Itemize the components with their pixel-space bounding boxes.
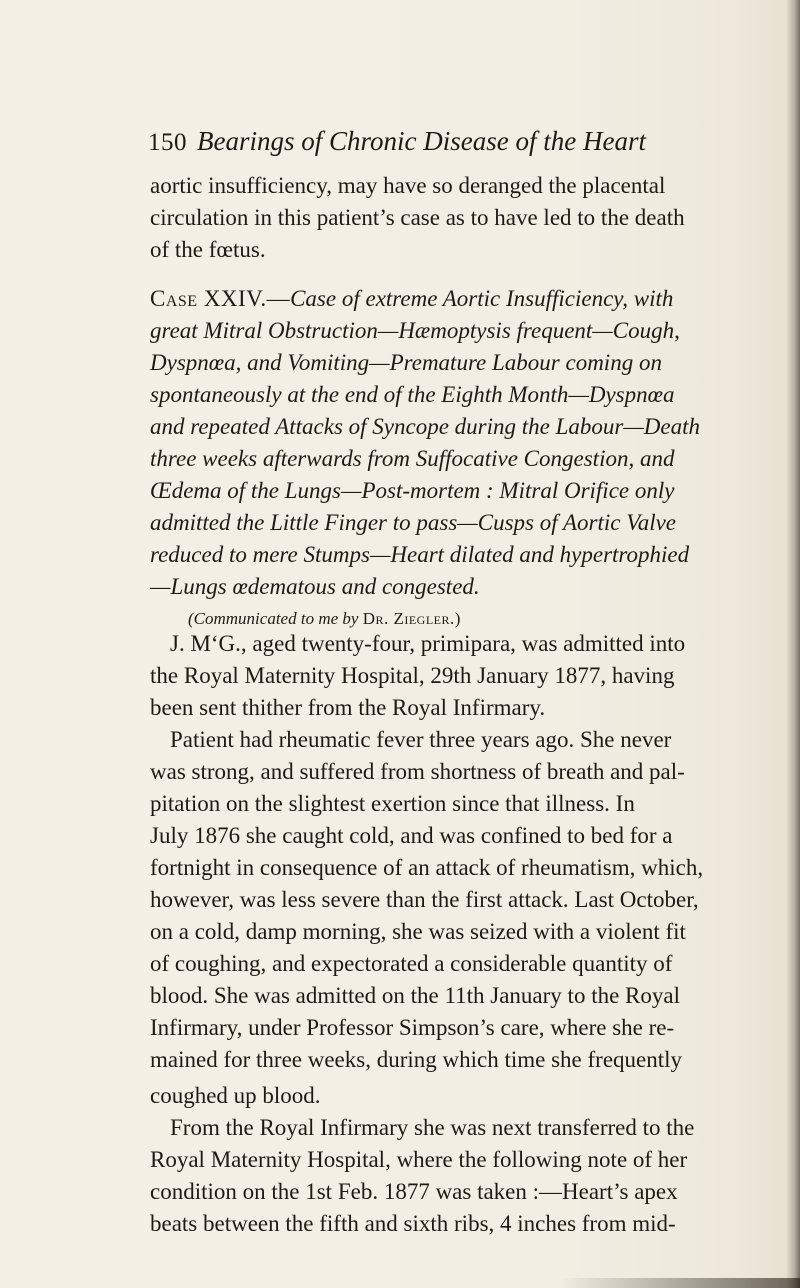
- credit-text: (Communicated to me by: [188, 609, 359, 628]
- case-heading-line: [150, 284, 673, 314]
- credit-name: Dr. Ziegler.): [362, 609, 461, 628]
- body-line: Infirmary, under Professor Simpson’s care, where she re-: [150, 1015, 675, 1040]
- case-number: Case XXIV.—: [150, 286, 291, 311]
- page-header: [148, 126, 748, 166]
- case-title-line: great Mitral Obstruction—Hæmoptysis frequent—Cough,: [150, 318, 680, 343]
- case-title-line: reduced to mere Stumps—Heart dilated and hypertrophied: [150, 542, 690, 567]
- body-line: the Royal Maternity Hospital, 29th January 1877, having: [150, 663, 675, 688]
- body-line: however, was less severe than the first attack. Last October,: [150, 887, 699, 912]
- case-title-line: Œdema of the Lungs—Post-mortem : Mitral Orifice only: [150, 478, 675, 503]
- case-title-line: and repeated Attacks of Syncope during the Labour—Death: [150, 414, 701, 439]
- body-line: Royal Maternity Hospital, where the following note of her: [150, 1147, 688, 1172]
- body-line: July 1876 she caught cold, and was confined to bed for a: [150, 823, 673, 848]
- body-line: pitation on the slightest exertion since that illness. In: [150, 791, 635, 816]
- body-line: coughed up blood.: [150, 1083, 321, 1108]
- running-title: Bearings of Chronic Disease of the Heart: [197, 126, 646, 156]
- body-line: beats between the fifth and sixth ribs, 4 inches from mid-: [150, 1211, 676, 1236]
- case-title-line: spontaneously at the end of the Eighth Month—Dyspnœa: [150, 382, 675, 407]
- body-line: fortnight in consequence of an attack of rheumatism, which,: [150, 855, 704, 880]
- case-title-text: Case of extreme Aortic Insufficiency, with: [290, 286, 674, 311]
- body-line: blood. She was admitted on the 11th January to the Royal: [150, 983, 680, 1008]
- page-edge-shadow: [786, 0, 800, 1288]
- body-line: Patient had rheumatic fever three years ago. She never: [170, 727, 672, 752]
- body-line: was strong, and suffered from shortness of breath and pal-: [150, 759, 685, 784]
- body-line: condition on the 1st Feb. 1877 was taken :—Heart’s apex: [150, 1179, 678, 1204]
- page-number: 150: [148, 129, 187, 156]
- body-line: J. M‘G., aged twenty-four, primipara, was admitted into: [170, 631, 686, 656]
- body-line: aortic insufficiency, may have so deranged the placental: [150, 173, 666, 198]
- body-line: been sent thither from the Royal Infirmary.: [150, 695, 546, 720]
- case-title-line: Dyspnœa, and Vomiting—Premature Labour coming on: [150, 350, 662, 375]
- case-title-line: —Lungs œdematous and congested.: [150, 574, 480, 599]
- case-title-line: three weeks afterwards from Suffocative Congestion, and: [150, 446, 675, 471]
- case-title-line: admitted the Little Finger to pass—Cusps of Aortic Valve: [150, 510, 677, 535]
- body-line: on a cold, damp morning, she was seized with a violent fit: [150, 919, 686, 944]
- body-line: mained for three weeks, during which time she frequently: [150, 1047, 683, 1072]
- body-line: of the fœtus.: [150, 237, 266, 262]
- page-corner-shadow: [560, 1278, 800, 1288]
- body-line: of coughing, and expectorated a considerable quantity of: [150, 951, 673, 976]
- body-line: circulation in this patient’s case as to have led to the death: [150, 205, 685, 230]
- body-line: From the Royal Infirmary she was next transferred to the: [170, 1115, 695, 1140]
